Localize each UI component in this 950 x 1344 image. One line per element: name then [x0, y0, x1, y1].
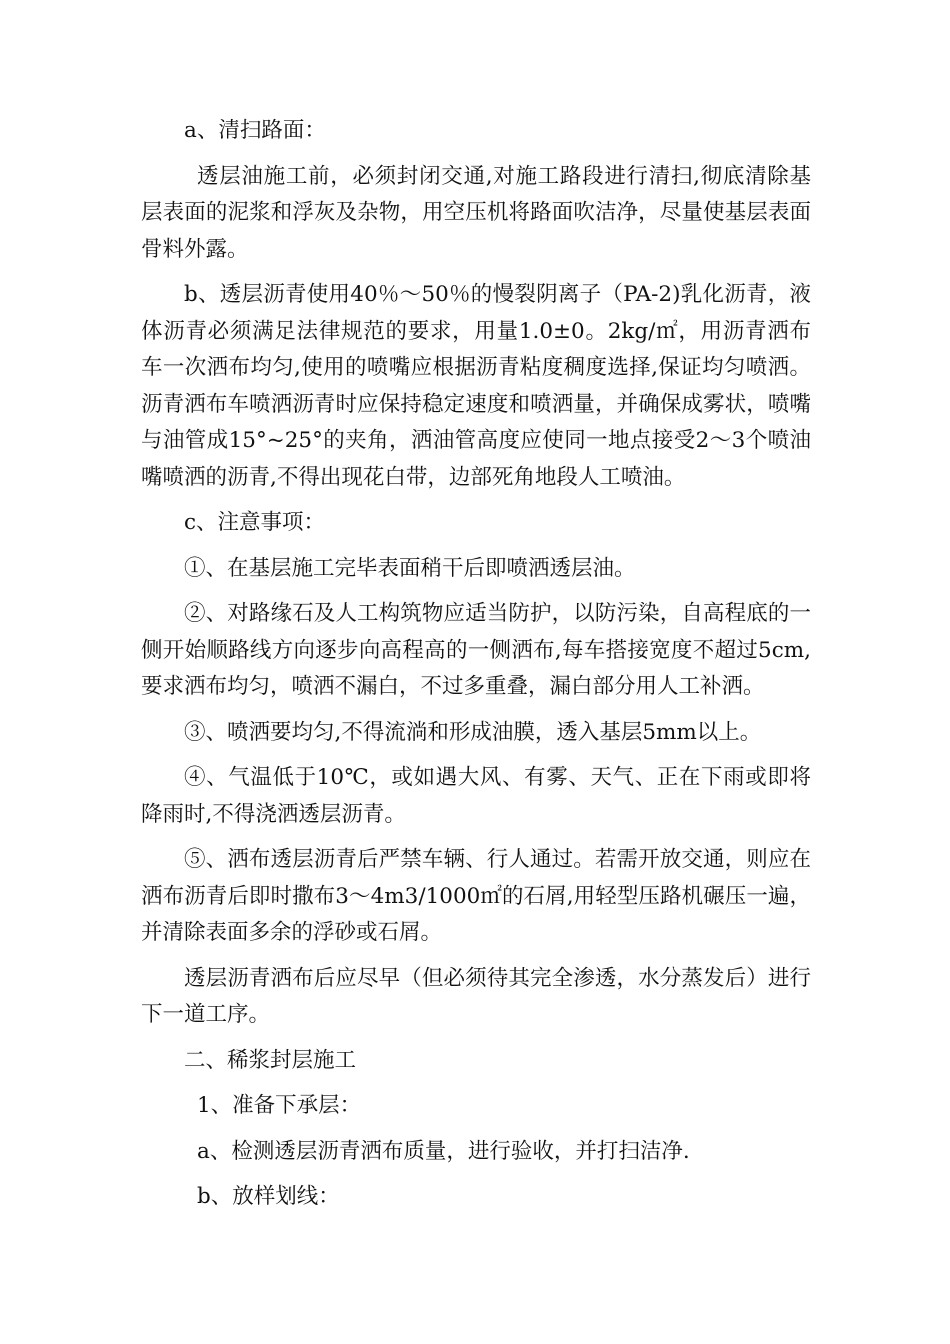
note-item-2: ②、对路缘石及人工构筑物应适当防护，以防污染，自高程底的一侧开始顺路线方向逐步向高程高的一侧洒布,每车搭接宽度不超过5cm,要求洒布均匀，喷洒不漏白，不过多重叠，漏白部分用人工补洒。 — [141, 601, 811, 699]
note-item-1: ①、在基层施工完毕表面稍干后即喷洒透层油。 — [184, 555, 636, 581]
note-item-3: ③、喷洒要均匀,不得流淌和形成油膜，透入基层5mm以上。 — [184, 719, 762, 745]
note-item-5: ⑤、洒布透层沥青后严禁车辆、行人通过。若需开放交通，则应在洒布沥青后即时撒布3～4m3/1000㎡的石屑,用轻型压路机碾压一遍，并清除表面多余的浮砂或石屑。 — [141, 847, 811, 945]
paragraph-sweep-details: 透层油施工前，必须封闭交通,对施工路段进行清扫,彻底清除基层表面的泥浆和浮灰及杂物，用空压机将路面吹洁净，尽量使基层表面骨料外露。 — [141, 163, 811, 262]
heading-c-notes: c、注意事项： — [184, 510, 326, 535]
document-body — [141, 113, 811, 1216]
note-item-4: ④、气温低于10℃，或如遇大风、有雾、天气、正在下雨或即将降雨时,不得浇洒透层沥青。 — [141, 765, 811, 827]
item-a-inspect: a、检测透层沥青洒布质量，进行验收，并打扫洁净. — [197, 1138, 690, 1164]
heading-1-prepare-base: 1、准备下承层： — [197, 1093, 362, 1118]
paragraph-b-prime-coat: b、透层沥青使用40％～50％的慢裂阴离子（PA-2)乳化沥青，液体沥青必须满足法律规范的要求，用量1.0±0。2kg/㎡，用沥青洒布车一次洒布均匀,使用的喷嘴应根据沥青粘度稠度选择,保证均匀喷洒。沥青洒布车喷洒沥青时应保持稳定速度和喷洒量，并确保成雾状，喷嘴与油管成15°~25°的夹角，洒油管高度应使同一地点接受2～3个喷油嘴喷洒的沥青,不得出现花白带，边部死角地段人工喷油。 — [141, 282, 811, 490]
item-b-layout: b、放样划线： — [197, 1184, 340, 1209]
section-heading-slurry-seal: 二、稀浆封层施工 — [184, 1047, 357, 1073]
heading-a-sweep: a、清扫路面： — [184, 118, 326, 143]
paragraph-next-process: 透层沥青洒布后应尽早（但必须待其完全渗透，水分蒸发后）进行下一道工序。 — [141, 965, 811, 1027]
